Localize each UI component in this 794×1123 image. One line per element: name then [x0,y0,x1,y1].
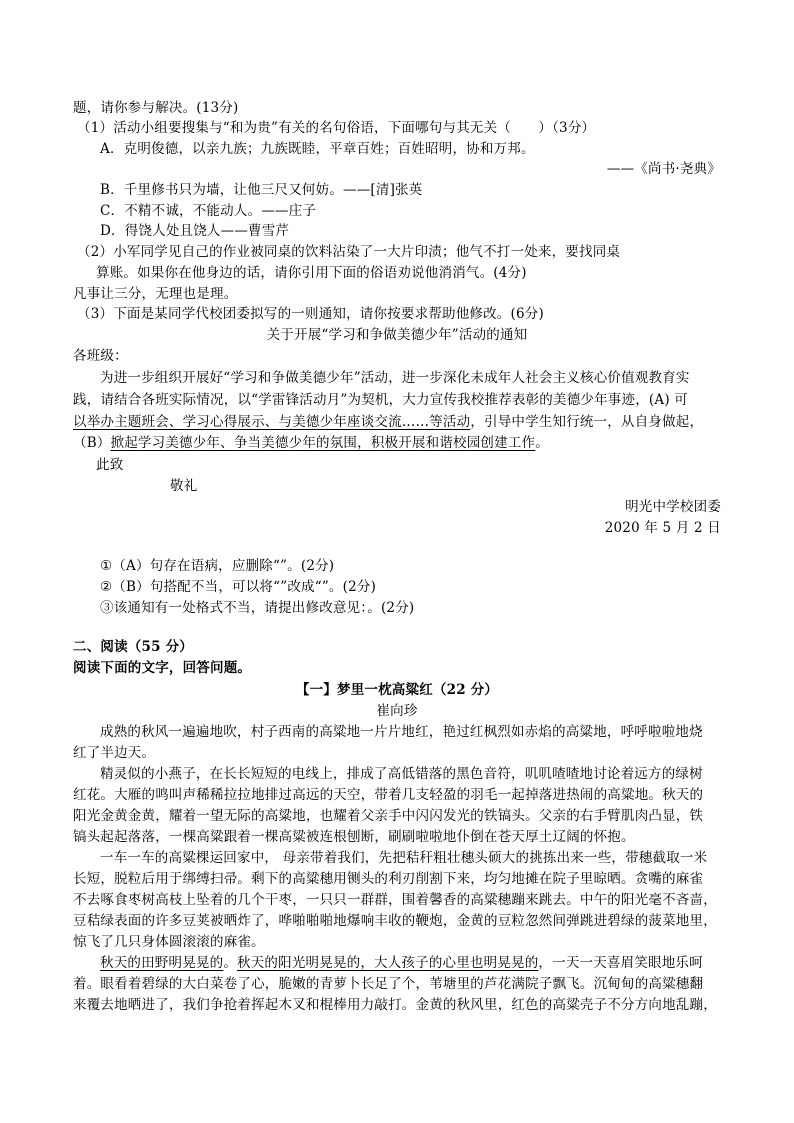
notice-closing-jingli: 敬礼 [170,478,198,494]
q1-option-a: A．克明俊德，以亲九族；九族既睦，平章百姓；百姓昭明，协和万邦。 [100,141,535,157]
article-line: 红了半边天。 [73,745,156,761]
punctuation: 。 [223,955,238,971]
article-line: 成熟的秋风一遍遍地吹，村子西南的高粱地一片片地红，艳过红枫烈如赤焰的高粱地，呼呼啦啦地烧 [100,724,703,740]
article-line: 精灵似的小燕子，在长长短短的电线上，排成了高低错落的黑色音符，叽叽喳喳地讨论着远方的绿树 [100,766,703,782]
notice-date: 2020 年 5 月 2 日 [604,520,721,536]
q2-line-2: 算账。如果你在他身边的话，请你引用下面的俗语劝说他消消气。(4分) [96,265,527,281]
article-line-underlined [100,953,703,973]
q1-stem: （1）活动小组要搜集与“和为贵”有关的名句俗语，下面哪句与其无关（ ）（3分） [77,120,596,136]
q1-option-d: D．得饶人处且饶人——曹雪芹 [100,223,290,239]
q1-option-b: B．千里修书只为墙，让他三尺又何妨。——[清]张英 [100,182,423,198]
notice-body-line-4 [73,433,549,453]
notice-signer: 明光中学校团委 [625,499,721,515]
article-line: 红花。大雁的鸣叫声稀稀拉拉地排过高远的天空，带着几支轻盈的羽毛一起掉落进热闹的高粱地。秋天的 [73,787,704,803]
article-title: 【一】梦里一枕高粱红（22 分） [295,682,499,698]
article-line: 豆秸绿表面的许多豆荚被晒炸了，哗啪啪啪地爆响丰收的鞭炮，金黄的豆粒忽然间弹跳进碧绿的菠菜地里， [73,913,717,929]
notice-salutation: 各班级： [73,348,128,364]
article-line: 阳光金黄金黄，耀着一望无际的高粱地，也耀着父亲手中闪闪发光的铁镐头。父亲的右手臂肌肉凸显，铁 [73,808,704,824]
q3-sub-2: ②（B）句搭配不当，可以将“”改成“”。(2分) [100,579,377,595]
q1-option-c: C．不精不诚，不能动人。——庄子 [100,203,317,219]
q3-sub-3: ③该通知有一处格式不当，请提出修改意见：。(2分) [100,600,415,616]
underlined-sentence-2: 秋天的阳光明晃晃的，大人孩子的心里也明晃晃的 [237,955,539,971]
reading-instruction: 阅读下面的文字，回答问题。 [73,660,252,676]
q1-option-a-source: ——《尚书·尧典》 [606,161,721,177]
notice-body-line-4-end: 。 [535,435,549,451]
notice-closing-cizhi: 此致 [96,457,124,473]
article-line: 一车一车的高粱棵运回家中， 母亲带着我们，先把秸秆粗壮穗头硕大的挑拣出来一些，带穗截取一米 [100,850,708,866]
q2-proverb: 凡事让三分，无理也是理。 [73,286,238,302]
article-line: 镐头起起落落，一棵高粱跟着一棵高粱被连根刨断，刷刷啦啦地仆倒在苍天厚土辽阔的怀抱。 [73,829,635,845]
section-2-heading: 二、阅读（55 分） [73,639,193,655]
sentence-a-underlined: 以举办主题班会、学习心得展示、与美德少年座谈交流……等活动 [73,414,471,430]
notice-body-line-3-rest: ，引导中学生知行统一，从自身做起， [470,414,704,430]
underlined-sentence-1: 秋天的田野明晃晃的 [100,955,224,971]
q3-sub-1: ①（A）句存在语病，应删除“”。(2分) [100,558,335,574]
article-author: 崔向珍 [376,703,418,719]
article-line: 长短，脱粒后用于绑缚扫帚。剩下的高粱穗用铡头的利刃削割下来，均匀地摊在院子里晾晒。贪嘴的麻雀 [73,871,704,887]
article-line: 着。眼看着碧绿的大白菜卷了心，脆嫩的青萝卜长足了个，苇塘里的芦花满院子飘飞。沉甸甸的高粱穗翻 [73,976,704,992]
sentence-b-underlined: 掀起学习美德少年、争当美德少年的氛围，积极开展和谐校园创建工作 [110,435,536,451]
notice-title: 关于开展“学习和争做美德少年”活动的通知 [266,327,528,343]
q2-line-1: （2）小军同学见自己的作业被同桌的饮料沾染了一大片印渍；他气不打一处来，要找同桌 [77,244,621,260]
article-line-rest: ，一天一天喜眉笑眼地乐呵 [538,955,703,971]
notice-body-line-1: 为进一步组织开展好“学习和争做美德少年”活动，进一步深化未成年人社会主义核心价值观教育实 [100,370,690,386]
notice-body-line-2: 践，请结合各班实际情况，以“学雷锋活动月”为契机，大力宣传我校推荐表彰的美德少年事迹，(A) 可 [73,392,688,408]
article-line: 来覆去地晒进了，我们争抢着挥起木叉和棍棒用力敲打。金黄的秋风里，红色的高粱壳子不分方向地乱蹦， [73,997,717,1013]
question-intro: 题，请你参与解决。(13分) [73,100,239,116]
notice-body-line-3 [73,412,703,432]
q3-stem: （3）下面是某同学代校团委拟写的一则通知，请你按要求帮助他修改。(6分) [77,306,544,322]
article-line: 惊飞了几只身体圆滚滚的麻雀。 [73,934,265,950]
sentence-b-marker: （B） [73,435,111,451]
article-line: 不去啄食枣树高枝上坠着的几个干枣，一只只一群群，围着馨香的高粱穗蹦来跳去。中午的阳光毫不吝啬， [73,892,717,908]
